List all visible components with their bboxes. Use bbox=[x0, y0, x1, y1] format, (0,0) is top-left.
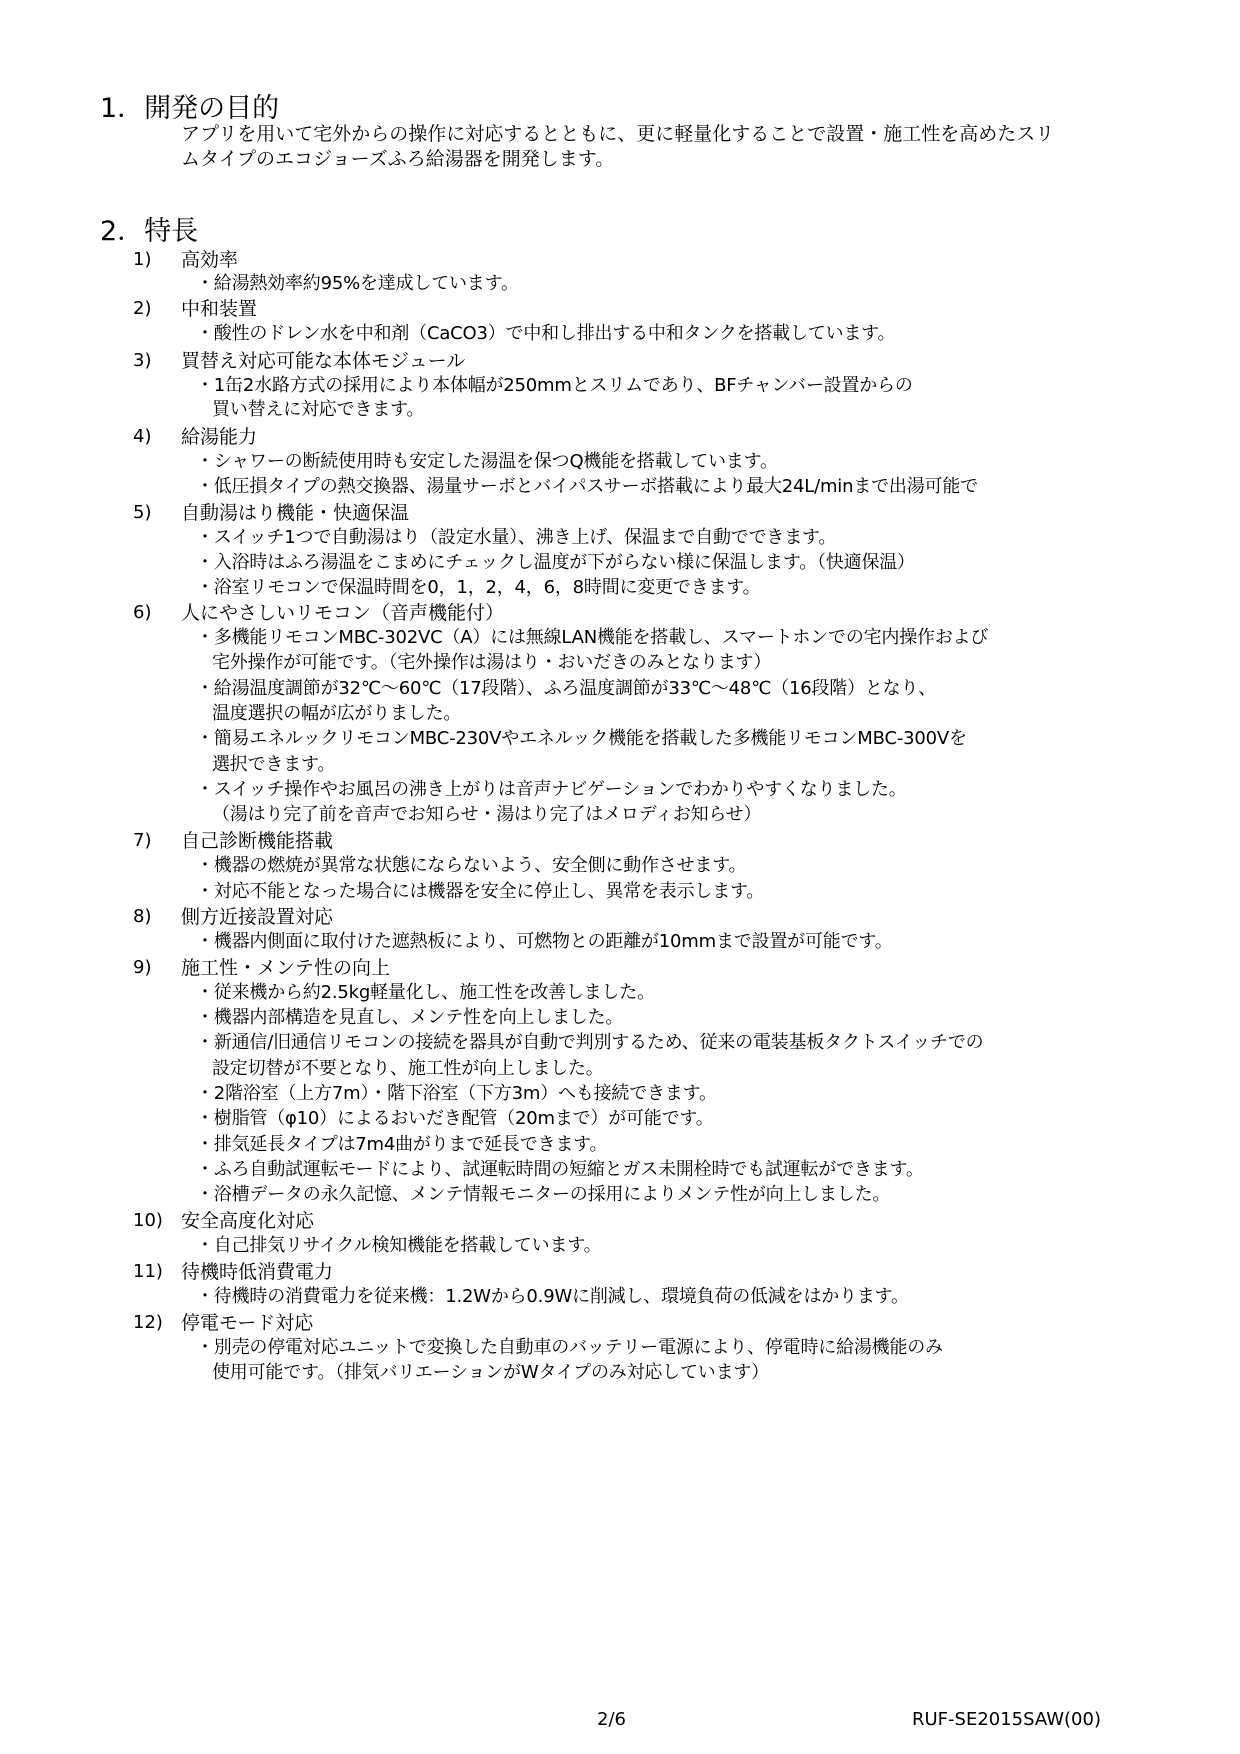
item-heading: 中和装置 bbox=[181, 298, 258, 320]
item-number: 1) bbox=[133, 249, 152, 270]
item-line: ・給湯温度調節が32℃～60℃（17段階）、ふろ温度調節が33℃～48℃（16段階）となり、 bbox=[196, 678, 937, 699]
item-line: ・浴槽データの永久記憶、メンテ情報モニターの採用によりメンテ性が向上しました。 bbox=[196, 1184, 891, 1205]
item-line: ・スイッチ操作やお風呂の沸き上がりは音声ナビゲーションでわかりやすくなりました。 bbox=[196, 779, 907, 800]
item-number: 8) bbox=[133, 906, 152, 927]
item-number: 5) bbox=[133, 502, 152, 523]
section-1-body bbox=[181, 122, 1161, 172]
item-number: 4) bbox=[133, 426, 152, 447]
section-2-title: 2．特長 bbox=[100, 216, 199, 247]
item-line: ・多機能リモコンMBC-302VC（A）には無線LAN機能を搭載し、スマートホンでの宅内操作および bbox=[196, 627, 989, 648]
item-number: 10) bbox=[133, 1210, 163, 1231]
item-line: 使用可能です。（排気バリエーションがWタイプのみ対応しています） bbox=[212, 1362, 769, 1383]
item-line: ・シャワーの断続使用時も安定した湯温を保つQ機能を搭載しています。 bbox=[196, 451, 778, 472]
item-number: 7) bbox=[133, 830, 152, 851]
item-line: 温度選択の幅が広がりました。 bbox=[212, 703, 462, 724]
item-line: ・入浴時はふろ湯温をこまめにチェックし温度が下がらない様に保温します。（快適保温） bbox=[196, 552, 915, 573]
page-number: 2/6 bbox=[597, 1709, 626, 1730]
item-line: ・機器内部構造を見直し、メンテ性を向上しました。 bbox=[196, 1007, 624, 1028]
item-line: ・自己排気リサイクル検知機能を搭載しています。 bbox=[196, 1235, 602, 1256]
item-line: ・排気延長タイプは7m4曲がりまで延長できます。 bbox=[196, 1134, 608, 1155]
item-number: 11) bbox=[133, 1261, 163, 1282]
item-line: ・1缶2水路方式の採用により本体幅が250mmとスリムであり、BFチャンバー設置からの bbox=[196, 375, 913, 396]
item-line: ・酸性のドレン水を中和剤（CaCO3）で中和し排出する中和タンクを搭載しています。 bbox=[196, 323, 896, 344]
item-line: 選択できます。 bbox=[212, 754, 336, 775]
item-line: ・低圧損タイプの熱交換器、湯量サーボとバイパスサーボ搭載により最大24L/minまで出湯可能で bbox=[196, 476, 978, 497]
item-heading: 停電モード対応 bbox=[181, 1312, 314, 1334]
section-1-title: 1．開発の目的 bbox=[100, 93, 280, 124]
item-line: ・新通信/旧通信リモコンの接続を器具が自動で判別するため、従来の電装基板タクトスイッチでの bbox=[196, 1032, 984, 1053]
item-line: ・機器内側面に取付けた遮熱板により、可燃物との距離が10mmまで設置が可能です。 bbox=[196, 931, 893, 952]
item-line: ・簡易エネルックリモコンMBC-230Vやエネルック機能を搭載した多機能リモコンMBC-300Vを bbox=[196, 728, 967, 749]
item-line: ・2階浴室（上方7m）・階下浴室（下方3m）へも接続できます。 bbox=[196, 1083, 717, 1104]
item-heading: 自己診断機能搭載 bbox=[181, 830, 334, 852]
item-line: ・浴室リモコンで保温時間を0，1，2，4，6，8時間に変更できます。 bbox=[196, 577, 761, 598]
item-line: ・待機時の消費電力を従来機：1.2Wから0.9Wに削減し、環境負荷の低減をはかります。 bbox=[196, 1286, 909, 1307]
item-line: ・樹脂管（φ10）によるおいだき配管（20mまで）が可能です。 bbox=[196, 1108, 714, 1129]
item-number: 12) bbox=[133, 1312, 163, 1333]
item-heading: 買替え対応可能な本体モジュール bbox=[181, 350, 466, 372]
document-code: RUF-SE2015SAW(00) bbox=[912, 1709, 1101, 1730]
item-line: ・従来機から約2.5kg軽量化し、施工性を改善しました。 bbox=[196, 982, 655, 1003]
item-heading: 給湯能力 bbox=[181, 426, 258, 448]
item-heading: 人にやさしいリモコン（音声機能付） bbox=[181, 602, 505, 624]
item-number: 3) bbox=[133, 350, 152, 371]
item-number: 6) bbox=[133, 602, 152, 623]
item-heading: 自動湯はり機能・快適保温 bbox=[181, 502, 410, 524]
item-line: ・別売の停電対応ユニットで変換した自動車のバッテリー電源により、停電時に給湯機能のみ bbox=[196, 1337, 943, 1358]
item-line: ・ふろ自動試運転モードにより、試運転時間の短縮とガス未開栓時でも試運転ができます。 bbox=[196, 1159, 924, 1180]
item-line: 買い替えに対応できます。 bbox=[212, 399, 425, 420]
item-heading: 側方近接設置対応 bbox=[181, 906, 334, 928]
item-heading: 施工性・メンテ性の向上 bbox=[181, 957, 391, 979]
item-line: ・対応不能となった場合には機器を安全に停止し、異常を表示します。 bbox=[196, 881, 765, 902]
item-number: 2) bbox=[133, 298, 152, 319]
item-line: ・機器の燃焼が異常な状態にならないよう、安全側に動作させます。 bbox=[196, 855, 747, 876]
item-line: 宅外操作が可能です。（宅外操作は湯はり・おいだきのみとなります） bbox=[212, 652, 772, 673]
item-heading: 安全高度化対応 bbox=[181, 1210, 315, 1232]
item-line: ・給湯熱効率約95%を達成しています。 bbox=[196, 273, 519, 294]
item-number: 9) bbox=[133, 957, 152, 978]
section-1-line: ムタイプのエコジョーズふろ給湯器を開発します。 bbox=[181, 148, 615, 170]
item-line: 設定切替が不要となり、施工性が向上しました。 bbox=[212, 1058, 604, 1079]
item-line: ・スイッチ1つで自動湯はり（設定水量）、沸き上げ、保温まで自動でできます。 bbox=[196, 527, 837, 548]
item-heading: 高効率 bbox=[181, 249, 239, 271]
item-line: （湯はり完了前を音声でお知らせ・湯はり完了はメロディお知らせ） bbox=[212, 804, 762, 825]
section-1-line: アプリを用いて宅外からの操作に対応するとともに、更に軽量化することで設置・施工性を高めたスリ bbox=[181, 123, 1055, 145]
item-heading: 待機時低消費電力 bbox=[181, 1261, 334, 1283]
